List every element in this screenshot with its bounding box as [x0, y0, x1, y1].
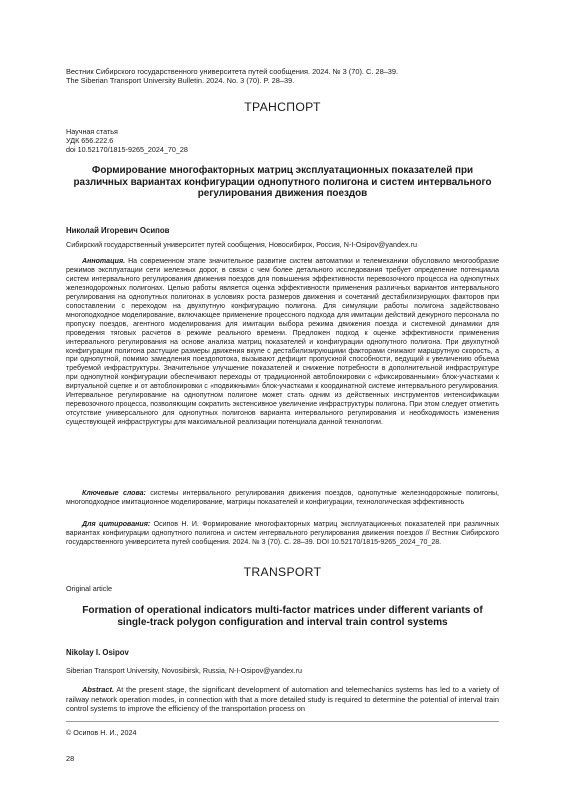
citation-label-ru: Для цитирования:: [82, 521, 151, 528]
keywords-ru: [66, 490, 499, 508]
abstract-label-en: Abstract.: [82, 685, 115, 694]
doi: doi 10.52170/1815-9265_2024_70_28: [66, 145, 188, 155]
journal-header: [66, 67, 398, 86]
article-meta-ru: [66, 127, 188, 155]
keywords-label-ru: Ключевые слова:: [82, 490, 146, 497]
author-name-en: Nikolay I. Osipov: [66, 648, 129, 657]
article-type-en: Original article: [66, 584, 112, 593]
author-affiliation-ru: Сибирский государственный университет путей сообщения, Новосибирск, Россия, N-I-Osipov@yandex.ru: [66, 240, 417, 249]
citation-text-ru: Осипов Н. И. Формирование многофакторных матриц эксплуатационных показателей при различных вариантах конфигурации однопутного полигона и систем интервального регулирования движения поездов // Вестник Сибирского государственного университета путей сообщения. 2024. № 3 (70). С. 28–39. DOI 10.52170/1815-9265_2024_70_28.: [66, 521, 499, 546]
article-type-ru: Научная статья: [66, 127, 118, 136]
abstract-ru: [66, 258, 499, 428]
udc-code: УДК 656.222.6: [66, 136, 114, 146]
copyright-notice: © Осипов Н. И., 2024: [66, 728, 137, 737]
citation-ru: [66, 521, 499, 548]
keywords-text-ru: системы интервального регулирования движения поездов, однопутные железнодорожные полигоны, многоподходное имитационное моделирование, матрицы показателей и конфигурации, технологическая эффективность: [66, 490, 499, 506]
author-name-ru: Николай Игоревич Осипов: [66, 226, 170, 235]
abstract-text-ru: На современном этапе значительное развитие систем автоматики и телемеханики обусловило многообразие режимов эксплуатации сети железных дорог, в связи с чем более детального исследования требует определение потенциала систем интервального регулирования движения поездов для повышения эффективности перевозочного процесса на однопутных железнодорожных полигонах. Целью работы является оценка эффективности применения различных вариантов интервального регулирования на однопутных полигонах в условиях роста размеров движения и сочетаний дестабилизирующих факторов при сопоставлении с переходом на двухпутную конфигурацию полигона. Для симуляции работы полигона задействовано многоподходное моделирование, включающее применение процессного подхода для имитации действий дежурного персонала по пропуску поездов, агентного моделирования для имитации выбора режима движения поезда и системной динамики для проведения тяговых расчетов в режиме реального времени. Предложен подход к оценке эффективности применения интервального регулирования на основе анализа матриц показателей и конфигурации однопутного полигона. При двухпутной конфигурации полигона растущие размеры движения вкупе с дестабилизирующими факторами снижают маршрутную скорость, а при однопутной, помимо замедления поездопотока, вызывают дефицит пропускной способности, ведущий к увеличению объема требуемой инфраструктуры. Значительное улучшение показателей и снижение потребности в дополнительной инфраструктуре при однопутной конфигурации обеспечивают переходы от традиционной автоблокировки с «фиксированными» блок-участками к виртуальной сцепке и от автоблокировки с «подвижными» блок-участками к координатной системе интервального регулирования. Интервальное регулирование на однопутном полигоне может стать одним из действенных инструментов интенсификации перевозочного процесса, позволяющим сократить экстенсивное увеличение инфраструктуры полигона. При этом следует отметить отсутствие универсального для однопутных полигонов варианта интервального регулирования и необходимость изменения существующей инфраструктуры для максимальной реализации потенциала данной технологии.: [66, 258, 499, 427]
author-affiliation-en: Siberian Transport University, Novosibirsk, Russia, N-I-Osipov@yandex.ru: [66, 666, 303, 675]
page-number: 28: [66, 754, 75, 763]
abstract-text-en: At the present stage, the significant development of automation and telemechanics systems has led to a variety of railway network operation modes, in connection with that a more detailed study is required to determine the potential of interval train control systems to improve the efficiency of the transportation process on: [66, 685, 499, 713]
section-heading-en: TRANSPORT: [243, 565, 322, 579]
footnote-divider: [66, 721, 499, 722]
article-title-en: Formation of operational indicators multi-factor matrices under different variants of single-track polygon configuration and interval train control systems: [82, 605, 483, 628]
section-heading-ru: ТРАНСПОРТ: [244, 100, 321, 114]
journal-citation-ru: Вестник Сибирского государственного университета путей сообщения. 2024. № 3 (70). С. 28–39.: [66, 67, 399, 76]
article-title-ru: Формирование многофакторных матриц эксплуатационных показателей при различных вариантах конфигурации однопутного полигона и систем интервального регулирования движения поездов: [73, 165, 492, 200]
abstract-label-ru: Аннотация.: [82, 258, 126, 265]
journal-citation-en: The Siberian Transport University Bulletin. 2024. No. 3 (70). P. 28–39.: [66, 76, 295, 86]
abstract-en: [66, 685, 499, 714]
